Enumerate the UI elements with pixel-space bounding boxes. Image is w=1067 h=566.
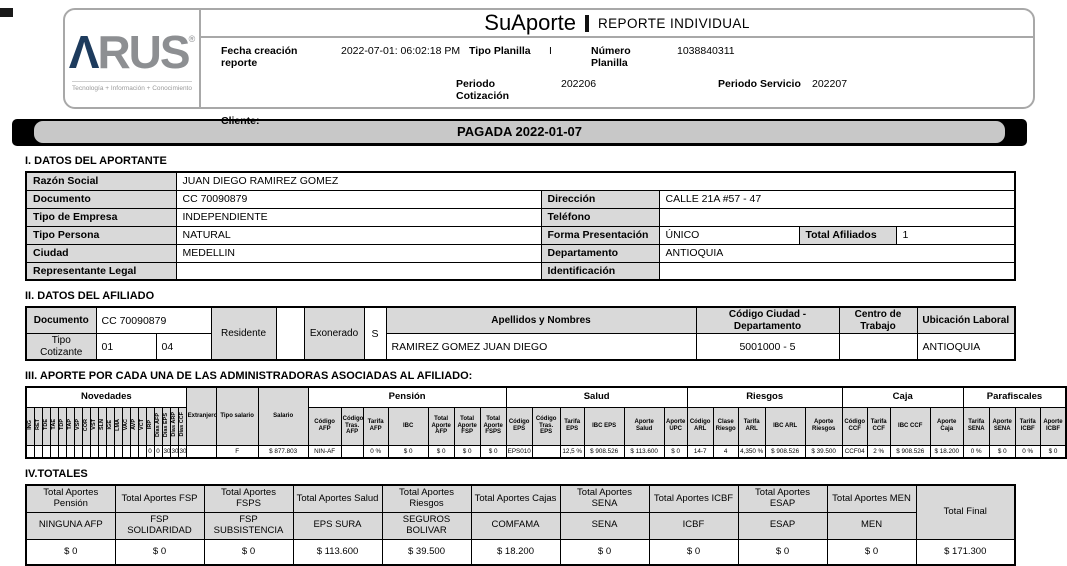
arus-logo-rus: RUS	[97, 26, 189, 78]
column-header: Tarifa ARL	[738, 407, 765, 445]
table-row	[26, 190, 1015, 208]
extranjero-header: Extranjero	[186, 387, 216, 445]
aporte-value: NIN-AF	[308, 445, 341, 458]
razon-social-label: Razón Social	[26, 172, 176, 190]
aportes-table	[25, 386, 1067, 459]
total-column-header: Total Aportes ESAP	[738, 485, 827, 512]
salario-value: $ 877.803	[258, 445, 308, 458]
aporte-value: 2 %	[867, 445, 890, 458]
table-row	[26, 208, 1015, 226]
aporte-value: $ 908.526	[765, 445, 805, 458]
total-afiliados-label: Total Afiliados	[799, 226, 896, 244]
novedad-column-header: AVP	[130, 407, 138, 445]
documento-value: CC 70090879	[176, 190, 541, 208]
group-header: Caja	[842, 387, 963, 407]
documento-afiliado-label: Documento	[26, 307, 96, 334]
total-final-header: Total Final	[916, 485, 1015, 539]
total-entity: SENA	[560, 512, 649, 539]
aporte-value: $ 0	[428, 445, 454, 458]
novedad-value	[98, 445, 106, 458]
codigo-ciudad-value: 5001000 - 5	[696, 334, 839, 361]
novedad-value	[122, 445, 130, 458]
centro-trabajo-value	[839, 334, 917, 361]
column-header: Código Tras. EPS	[532, 407, 560, 445]
totales-table	[25, 484, 1016, 566]
table-row	[26, 334, 1015, 361]
tipo-planilla-value: I	[549, 45, 552, 57]
novedad-column-header: COR	[82, 407, 90, 445]
tipo-empresa-label: Tipo de Empresa	[26, 208, 176, 226]
header-row-1	[221, 45, 1033, 69]
group-header: Pensión	[308, 387, 506, 407]
apellidos-value: RAMIREZ GOMEZ JUAN DIEGO	[386, 334, 696, 361]
aporte-value: $ 0	[989, 445, 1015, 458]
table-row	[26, 307, 1015, 334]
total-entity: FSP SUBSISTENCIA	[204, 512, 293, 539]
total-entity: MEN	[827, 512, 916, 539]
tipo-cotizante-value2: 04	[156, 334, 211, 361]
registered-mark-icon: ®	[188, 34, 196, 44]
salario-header: Salario	[258, 387, 308, 445]
novedad-column-header: IGE	[106, 407, 114, 445]
novedad-column-header: VSP	[74, 407, 82, 445]
novedad-value	[114, 445, 122, 458]
tipo-empresa-value: INDEPENDIENTE	[176, 208, 541, 226]
tipo-salario-header: Tipo salario	[216, 387, 258, 445]
novedad-column-header: TAE	[50, 407, 58, 445]
arus-logo-a: Λ	[68, 26, 98, 78]
aporte-value: 0 %	[963, 445, 989, 458]
arus-logo-text	[68, 26, 196, 78]
total-column-header: Total Aportes Riesgos	[382, 485, 471, 512]
novedad-column-header: Días CCF	[178, 407, 186, 445]
total-column-header: Total Aportes MEN	[827, 485, 916, 512]
total-value: $ 0	[649, 539, 738, 565]
total-column-header: Total Aportes Pensión	[26, 485, 115, 512]
column-header: Aporte ICBF	[1040, 407, 1066, 445]
novedad-value	[74, 445, 82, 458]
report-page	[0, 8, 1063, 558]
total-entity: COMFAMA	[471, 512, 560, 539]
total-entity: NINGUNA AFP	[26, 512, 115, 539]
aporte-value: 0 %	[363, 445, 388, 458]
column-header: Tarifa EPS	[560, 407, 584, 445]
aporte-value: $ 908.526	[584, 445, 624, 458]
total-entity: SEGUROS BOLIVAR	[382, 512, 471, 539]
aporte-value: $ 113.600	[624, 445, 664, 458]
title-reporte-individual: REPORTE INDIVIDUAL	[598, 15, 750, 31]
total-column-header: Total Aportes Cajas	[471, 485, 560, 512]
novedad-column-header: IRP	[146, 407, 154, 445]
aporte-value: 4	[713, 445, 738, 458]
novedades-group-header: Novedades	[26, 387, 186, 407]
scan-artifact	[0, 8, 13, 17]
column-header: IBC CCF	[890, 407, 930, 445]
column-header: IBC ARL	[765, 407, 805, 445]
exonerado-value: S	[364, 307, 386, 360]
tipo-persona-value: NATURAL	[176, 226, 541, 244]
total-final-value: $ 171.300	[916, 539, 1015, 565]
column-header: Código AFP	[308, 407, 341, 445]
aporte-value: $ 908.526	[890, 445, 930, 458]
table-row	[26, 172, 1015, 190]
aporte-value: 14-7	[687, 445, 713, 458]
ubicacion-header: Ubicación Laboral	[917, 307, 1015, 334]
total-afiliados-value: 1	[896, 226, 1015, 244]
telefono-label: Teléfono	[541, 208, 659, 226]
novedad-value: 30	[178, 445, 186, 458]
novedad-value	[90, 445, 98, 458]
arus-tagline: Tecnología + Información + Conocimiento	[72, 81, 192, 92]
residente-label: Residente	[211, 307, 276, 360]
identificacion-value	[659, 262, 1015, 280]
total-column-header: Total Aportes FSP	[115, 485, 204, 512]
extranjero-value	[186, 445, 216, 458]
total-entity: ESAP	[738, 512, 827, 539]
codigo-ciudad-header: Código Ciudad - Departamento	[696, 307, 839, 334]
column-header: Aporte Salud	[624, 407, 664, 445]
representante-label: Representante Legal	[26, 262, 176, 280]
total-column-header: Total Aportes Salud	[293, 485, 382, 512]
documento-afiliado-value: CC 70090879	[96, 307, 211, 334]
section4-title: IV.TOTALES	[25, 468, 88, 480]
ciudad-value: MEDELLIN	[176, 244, 541, 262]
novedad-column-header: LMA	[114, 407, 122, 445]
novedad-value	[34, 445, 42, 458]
novedad-value	[130, 445, 138, 458]
novedad-value	[58, 445, 66, 458]
total-entity: EPS SURA	[293, 512, 382, 539]
aporte-value: $ 39.500	[805, 445, 842, 458]
aporte-value: $ 0	[664, 445, 687, 458]
identificacion-label: Identificación	[541, 262, 659, 280]
tipo-salario-value: F	[216, 445, 258, 458]
departamento-value: ANTIOQUIA	[659, 244, 1015, 262]
novedad-value	[26, 445, 34, 458]
centro-trabajo-header: Centro de Trabajo	[839, 307, 917, 334]
total-entity: FSP SOLIDARIDAD	[115, 512, 204, 539]
aporte-value: 4,350 %	[738, 445, 765, 458]
column-header: Código ARL	[687, 407, 713, 445]
cliente-label: Cliente:	[221, 115, 260, 127]
periodo-servicio-label: Periodo Servicio	[718, 78, 801, 90]
novedad-column-header: VAC	[122, 407, 130, 445]
column-header: Tarifa ICBF	[1015, 407, 1040, 445]
tipo-planilla-label: Tipo Planilla	[469, 45, 531, 57]
total-value: $ 0	[204, 539, 293, 565]
novedad-value	[82, 445, 90, 458]
fecha-creacion-value: 2022-07-01: 06:02:18 PM	[341, 45, 461, 57]
group-header: Salud	[506, 387, 687, 407]
total-value: $ 0	[560, 539, 649, 565]
column-header: Total Aporte AFP	[428, 407, 454, 445]
group-header: Parafiscales	[963, 387, 1066, 407]
total-value: $ 113.600	[293, 539, 382, 565]
column-header: Código EPS	[506, 407, 532, 445]
table-row	[26, 226, 1015, 244]
aporte-value: $ 0	[480, 445, 506, 458]
column-header: Código CCF	[842, 407, 867, 445]
novedad-column-header: RET	[34, 407, 42, 445]
novedad-value	[138, 445, 146, 458]
total-value: $ 39.500	[382, 539, 471, 565]
report-header	[63, 8, 1035, 127]
novedad-value	[66, 445, 74, 458]
total-entity: ICBF	[649, 512, 738, 539]
column-header: Total Aporte FSPS	[480, 407, 506, 445]
total-column-header: Total Aportes FSPS	[204, 485, 293, 512]
table-row	[26, 262, 1015, 280]
column-header: Tarifa AFP	[363, 407, 388, 445]
numero-planilla-value: 1038840311	[677, 45, 735, 57]
documento-label: Documento	[26, 190, 176, 208]
novedad-value: 0	[154, 445, 162, 458]
aporte-value: 12,5 %	[560, 445, 584, 458]
group-header: Riesgos	[687, 387, 842, 407]
direccion-label: Dirección	[541, 190, 659, 208]
tipo-cotizante-value1: 01	[96, 334, 156, 361]
section3-title: III. APORTE POR CADA UNA DE LAS ADMINISTRADORAS ASOCIADAS AL AFILIADO:	[25, 370, 473, 382]
tipo-persona-label: Tipo Persona	[26, 226, 176, 244]
novedad-column-header: VST	[90, 407, 98, 445]
column-header: Aporte Caja	[930, 407, 963, 445]
column-header: IBC EPS	[584, 407, 624, 445]
column-header: Tarifa SENA	[963, 407, 989, 445]
report-title	[201, 10, 1033, 38]
column-header: Aporte UPC	[664, 407, 687, 445]
forma-presentacion-value: ÚNICO	[659, 226, 799, 244]
novedad-column-header: TDP	[58, 407, 66, 445]
novedad-column-header: Días ARP	[170, 407, 178, 445]
column-header: Aporte SENA	[989, 407, 1015, 445]
periodo-servicio-value: 202207	[812, 78, 848, 90]
novedad-column-header: Días AFP	[154, 407, 162, 445]
apellidos-header: Apellidos y Nombres	[386, 307, 696, 334]
novedad-value: 30	[162, 445, 170, 458]
razon-social-value: JUAN DIEGO RAMIREZ GOMEZ	[176, 172, 1015, 190]
novedad-column-header: ING	[26, 407, 34, 445]
representante-value	[176, 262, 541, 280]
header-info-panel	[201, 10, 1033, 127]
novedad-column-header: TAP	[66, 407, 74, 445]
aporte-value	[341, 445, 363, 458]
novedad-column-header: SLN	[98, 407, 106, 445]
column-header: Tarifa CCF	[867, 407, 890, 445]
total-column-header: Total Aportes ICBF	[649, 485, 738, 512]
column-header: Clase Riesgo	[713, 407, 738, 445]
total-value: $ 0	[26, 539, 115, 565]
exonerado-label: Exonerado	[304, 307, 364, 360]
periodo-cotizacion-value: 202206	[561, 78, 597, 90]
forma-presentacion-label: Forma Presentación	[541, 226, 659, 244]
novedad-value	[106, 445, 114, 458]
numero-planilla-label: Número Planilla	[591, 45, 631, 69]
novedad-column-header: Días EPS	[162, 407, 170, 445]
tipo-cotizante-label: Tipo Cotizante	[26, 334, 96, 361]
title-separator	[585, 15, 589, 32]
total-value: $ 18.200	[471, 539, 560, 565]
aporte-value	[532, 445, 560, 458]
status-badge: PAGADA 2022-01-07	[34, 121, 1005, 143]
header-row-2	[456, 78, 1033, 102]
aporte-value: $ 0	[388, 445, 428, 458]
novedad-value	[42, 445, 50, 458]
total-column-header: Total Aportes SENA	[560, 485, 649, 512]
afiliado-table	[25, 306, 1016, 361]
aportante-table	[25, 171, 1016, 281]
telefono-value	[659, 208, 1015, 226]
periodo-cotizacion-label: Periodo Cotización	[456, 78, 510, 102]
arus-logo	[65, 10, 201, 107]
column-header: Total Aporte FSP	[454, 407, 480, 445]
aporte-value: EPS010	[506, 445, 532, 458]
direccion-value: CALLE 21A #57 - 47	[659, 190, 1015, 208]
novedad-value: 30	[170, 445, 178, 458]
column-header: Código Tras. AFP	[341, 407, 363, 445]
column-header: Aporte Riesgos	[805, 407, 842, 445]
section1-title: I. DATOS DEL APORTANTE	[25, 155, 167, 167]
column-header: IBC	[388, 407, 428, 445]
novedad-column-header: TDE	[42, 407, 50, 445]
total-value: $ 0	[827, 539, 916, 565]
aporte-value: $ 0	[454, 445, 480, 458]
ciudad-label: Ciudad	[26, 244, 176, 262]
total-value: $ 0	[738, 539, 827, 565]
table-row	[26, 244, 1015, 262]
aporte-value: CCF04	[842, 445, 867, 458]
residente-value	[276, 307, 304, 360]
fecha-creacion-label: Fecha creación reporte	[221, 45, 298, 69]
ubicacion-value: ANTIOQUIA	[917, 334, 1015, 361]
total-value: $ 0	[115, 539, 204, 565]
aporte-value: $ 18.200	[930, 445, 963, 458]
title-suaporte: SuAporte	[484, 10, 576, 35]
departamento-label: Departamento	[541, 244, 659, 262]
novedad-column-header: VCT	[138, 407, 146, 445]
novedad-value	[50, 445, 58, 458]
novedad-value: 0	[146, 445, 154, 458]
aporte-value: $ 0	[1040, 445, 1066, 458]
aporte-value: 0 %	[1015, 445, 1040, 458]
header-fields	[201, 38, 1033, 127]
section2-title: II. DATOS DEL AFILIADO	[25, 290, 155, 302]
